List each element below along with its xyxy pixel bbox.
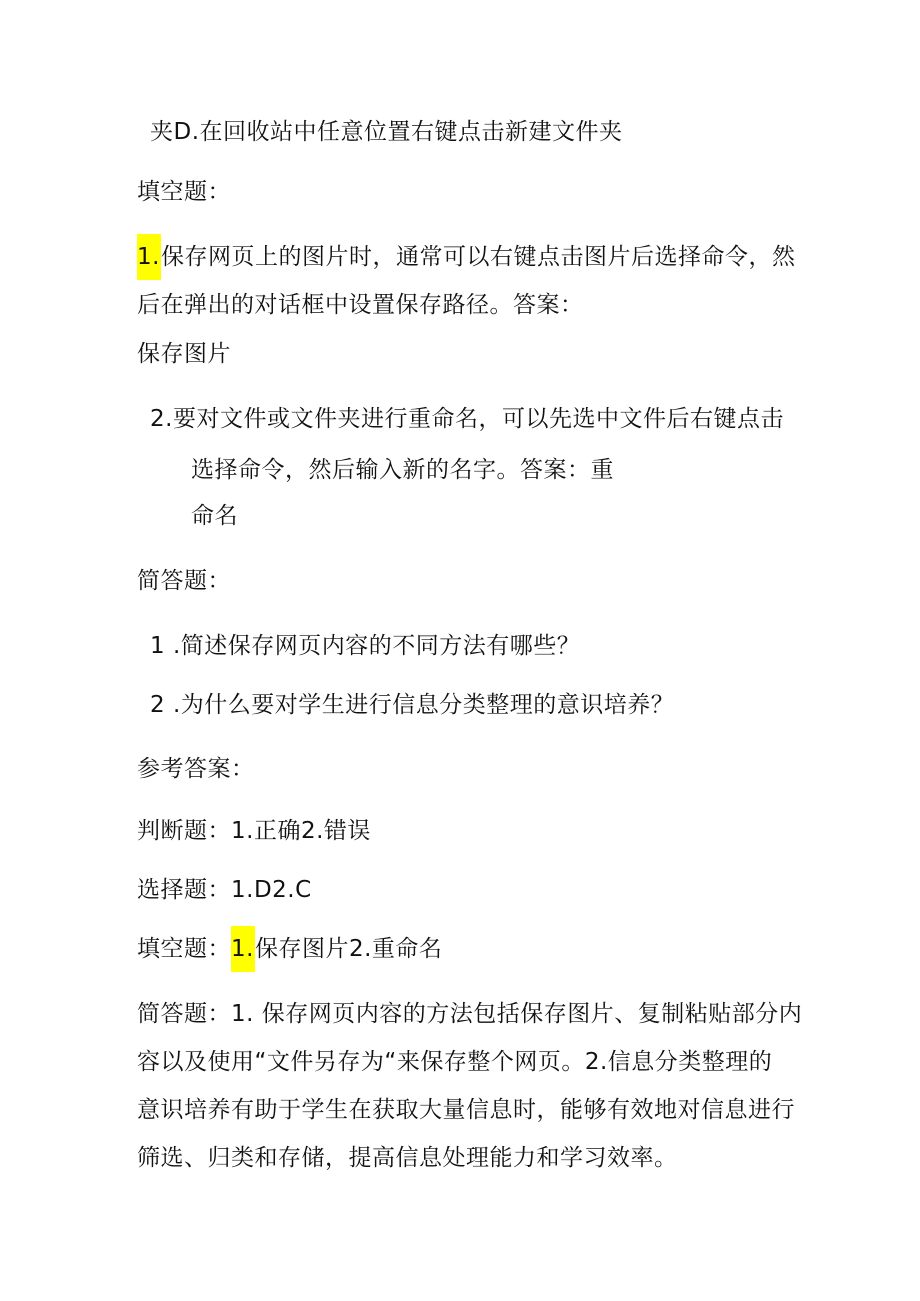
- answer-short-line-4: 筛选、归类和存储，提高信息处理能力和学习效率。: [137, 1145, 678, 1171]
- answer-true-false: 判断题：1.正确2.错误: [137, 818, 371, 844]
- answer-multiple-choice: 选择题：1.D2.C: [137, 877, 312, 903]
- option-d-line: 夹D.在回收站中任意位置右键点击新建文件夹: [150, 119, 623, 145]
- highlighted-number: 1.: [231, 926, 255, 972]
- answer-short-line-2: 容以及使用“文件另存为“来保存整个网页。2.信息分类整理的: [137, 1049, 773, 1075]
- question-2-line-3: 命名: [191, 503, 238, 529]
- answer-fill-blank: [137, 933, 442, 972]
- answer-short-line-1: 简答题：1. 保存网页内容的方法包括保存图片、复制粘贴部分内: [137, 1001, 803, 1027]
- answer-fill-blank-prefix: 填空题：: [137, 936, 231, 962]
- answer-short-line-3: 意识培养有助于学生在获取大量信息时，能够有效地对信息进行: [137, 1097, 795, 1123]
- question-1-answer: 保存图片: [137, 341, 231, 367]
- question-2-line-2: 选择命令，然后输入新的名字。答案：重: [191, 457, 614, 483]
- question-2-line-1: 2.要对文件或文件夹进行重命名，可以先选中文件后右键点击: [150, 406, 784, 432]
- question-1-text: 保存网页上的图片时，通常可以右键点击图片后选择命令，然: [160, 244, 796, 270]
- section-heading-reference-answers: 参考答案：: [137, 756, 255, 782]
- question-1-line-1: [137, 241, 795, 280]
- question-1-line-2: 后在弹出的对话框中设置保存路径。答案：: [137, 292, 584, 318]
- short-question-1: 1 .简述保存网页内容的不同方法有哪些？: [150, 633, 581, 659]
- answer-fill-blank-text: 保存图片2.重命名: [254, 936, 443, 962]
- short-question-2: 2 .为什么要对学生进行信息分类整理的意识培养？: [150, 692, 675, 718]
- section-heading-short-answer: 简答题：: [137, 568, 231, 594]
- highlighted-number: 1.: [137, 234, 161, 280]
- section-heading-fill-blank: 填空题：: [137, 179, 231, 205]
